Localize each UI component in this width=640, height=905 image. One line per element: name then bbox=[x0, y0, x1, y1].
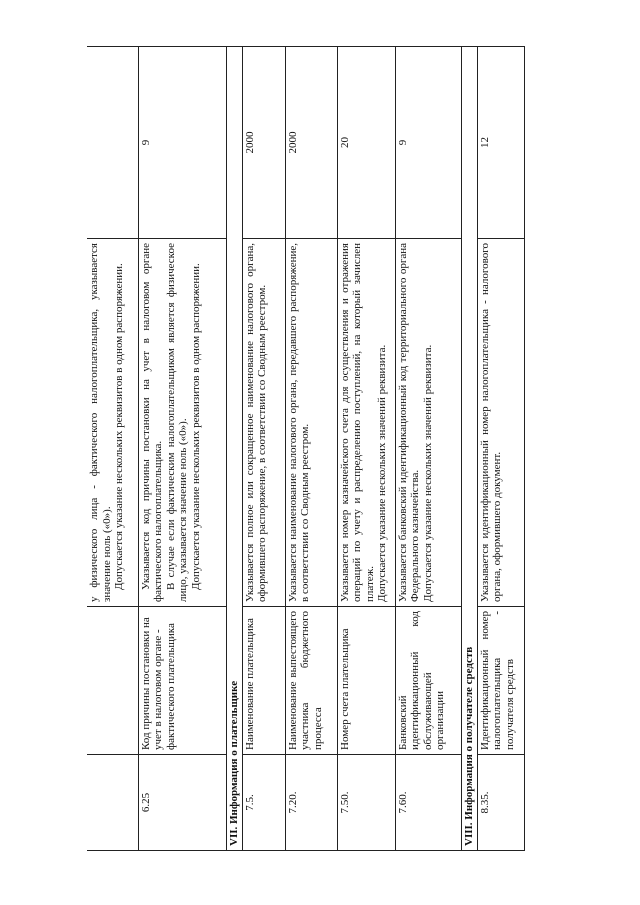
document-table bbox=[87, 47, 520, 851]
table-row bbox=[285, 47, 337, 851]
field-length: 9 bbox=[138, 47, 226, 239]
row-number: 7.5. bbox=[242, 755, 285, 851]
field-length: 9 bbox=[395, 47, 461, 239]
row-number: 7.50. bbox=[337, 755, 395, 851]
section-header-row bbox=[461, 47, 477, 851]
requisite-name: Код причины постановки на учет в налоговом органе - фактического плательщика bbox=[138, 607, 226, 755]
table-row bbox=[87, 47, 138, 851]
description-cell: Указывается идентификационный номер налогоплательщика - налогового органа, оформившего документ. bbox=[477, 239, 524, 607]
field-length: 12 bbox=[477, 47, 524, 239]
requisite-name: Идентификационный номер налогоплательщика - получателя средств bbox=[477, 607, 524, 755]
description-cell: у физического лица - фактического налогоплательщика, указывается значение ноль («0»). Допускается указание нескольких реквизитов в одном распоряжении. bbox=[87, 239, 138, 607]
table-row bbox=[477, 47, 524, 851]
field-length: 2000 bbox=[285, 47, 337, 239]
field-length: 20 bbox=[337, 47, 395, 239]
row-number: 7.20. bbox=[285, 755, 337, 851]
description-cell: Указывается полное или сокращенное наименование налогового органа, оформившего распоряжение, в соответствии со Сводным реестром. bbox=[242, 239, 285, 607]
table-row bbox=[242, 47, 285, 851]
requisite-name: Банковский идентификационный код обслуживающей организации bbox=[395, 607, 461, 755]
table-row bbox=[395, 47, 461, 851]
requisite-name: Наименование плательщика bbox=[242, 607, 285, 755]
section-title: VII. Информация о плательщике bbox=[226, 47, 242, 851]
row-number: 7.60. bbox=[395, 755, 461, 851]
requisite-name: Номер счета плательщика bbox=[337, 607, 395, 755]
table-row bbox=[337, 47, 395, 851]
description-cell: Указывается номер казначейского счета для осуществления и отражения операций по учету и распределению поступлений, на который зачислен платеж. Допускается указание нескольких значений реквизита. bbox=[337, 239, 395, 607]
section-header-row bbox=[226, 47, 242, 851]
description-cell: Указывается банковский идентификационный код территориального органа Федерального казначейства. Допускается указание нескольких значений реквизита. bbox=[395, 239, 461, 607]
row-number: 8.35. bbox=[477, 755, 524, 851]
field-length: 2000 bbox=[242, 47, 285, 239]
section-title: VIII. Информация о получателе средств bbox=[461, 47, 477, 851]
table-row bbox=[138, 47, 226, 851]
requisite-name: Наименование выпестоящего участника бюджетного процесса bbox=[285, 607, 337, 755]
description-cell: Указывается наименование налогового органа, передавшего распоряжение, в соответствии со Сводным реестром. bbox=[285, 239, 337, 607]
description-cell: Указывается код причины постановки на учет в налоговом органе фактического налогоплательщика. В случае если фактическим налогоплательщиком является физическое лицо, указывается значение ноль («0»). Допускается указание нескольких реквизитов в одном распоряжении. bbox=[138, 239, 226, 607]
row-number: 6.25 bbox=[138, 755, 226, 851]
